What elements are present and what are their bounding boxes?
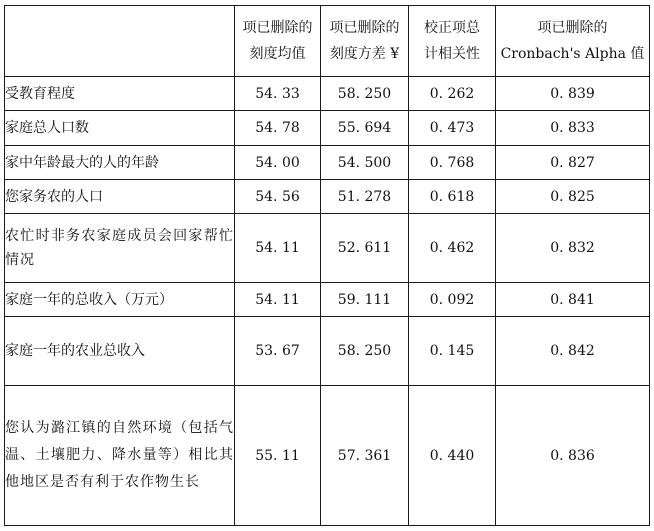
alpha-cell: 0. 836 (496, 386, 650, 526)
header-line: 项已删除的 (242, 20, 313, 36)
row-label: 您认为潞江镇的自然环境（包括气温、土壤肥力、降水量等）相比其他地区是否有利于农作物生长 (5, 386, 235, 526)
correlation-cell: 0. 462 (409, 214, 496, 283)
row-label: 家庭总人口数 (5, 111, 235, 146)
header-cell-alpha-if-deleted (496, 6, 650, 77)
table-row (5, 111, 650, 146)
alpha-cell: 0. 839 (496, 77, 650, 111)
alpha-cell: 0. 825 (496, 180, 650, 214)
alpha-cell: 0. 832 (496, 214, 650, 283)
table-row (5, 180, 650, 214)
header-cell-scale-variance-if-deleted (321, 6, 409, 77)
table-row (5, 283, 650, 317)
scale-mean-cell: 54. 11 (235, 214, 321, 283)
correlation-cell: 0. 768 (409, 146, 496, 180)
table-row (5, 317, 650, 386)
header-line: 项已删除的 (329, 20, 400, 36)
table-row (5, 386, 650, 526)
header-cell-item (5, 6, 235, 77)
header-line: 计相关性 (424, 46, 480, 62)
alpha-cell: 0. 833 (496, 111, 650, 146)
row-label: 受教育程度 (5, 77, 235, 111)
header-line: Cronbach's Alpha 值 (500, 46, 645, 62)
scale-variance-cell: 57. 361 (321, 386, 409, 526)
scale-variance-cell: 54. 500 (321, 146, 409, 180)
scale-mean-cell: 54. 00 (235, 146, 321, 180)
scale-variance-cell: 58. 250 (321, 317, 409, 386)
header-cell-scale-mean-if-deleted (235, 6, 321, 77)
scale-mean-cell: 55. 11 (235, 386, 321, 526)
row-label: 农忙时非务农家庭成员会回家帮忙情况 (5, 214, 235, 283)
scale-variance-cell: 51. 278 (321, 180, 409, 214)
header-row (5, 6, 650, 77)
correlation-cell: 0. 618 (409, 180, 496, 214)
scale-variance-cell: 59. 111 (321, 283, 409, 317)
scale-mean-cell: 54. 56 (235, 180, 321, 214)
header-line: 刻度方差 ¥ (329, 46, 400, 62)
scale-variance-cell: 58. 250 (321, 77, 409, 111)
alpha-cell: 0. 842 (496, 317, 650, 386)
correlation-cell: 0. 262 (409, 77, 496, 111)
row-label: 家中年龄最大的人的年龄 (5, 146, 235, 180)
correlation-cell: 0. 092 (409, 283, 496, 317)
correlation-cell: 0. 145 (409, 317, 496, 386)
alpha-cell: 0. 841 (496, 283, 650, 317)
scale-mean-cell: 54. 33 (235, 77, 321, 111)
scale-mean-cell: 53. 67 (235, 317, 321, 386)
header-line: 刻度均值 (249, 46, 306, 62)
header-cell-corrected-item-total-correlation (409, 6, 496, 77)
table-row (5, 77, 650, 111)
row-label: 您家务农的人口 (5, 180, 235, 214)
scale-variance-cell: 52. 611 (321, 214, 409, 283)
alpha-cell: 0. 827 (496, 146, 650, 180)
scale-variance-cell: 55. 694 (321, 111, 409, 146)
table-row (5, 214, 650, 283)
row-label: 家庭一年的总收入（万元） (5, 283, 235, 317)
item-total-statistics-table (4, 5, 650, 526)
correlation-cell: 0. 440 (409, 386, 496, 526)
header-line: 项已删除的 (537, 20, 608, 36)
row-label: 家庭一年的农业总收入 (5, 317, 235, 386)
scale-mean-cell: 54. 11 (235, 283, 321, 317)
table-row (5, 146, 650, 180)
header-line: 校正项总 (424, 20, 480, 36)
scale-mean-cell: 54. 78 (235, 111, 321, 146)
correlation-cell: 0. 473 (409, 111, 496, 146)
